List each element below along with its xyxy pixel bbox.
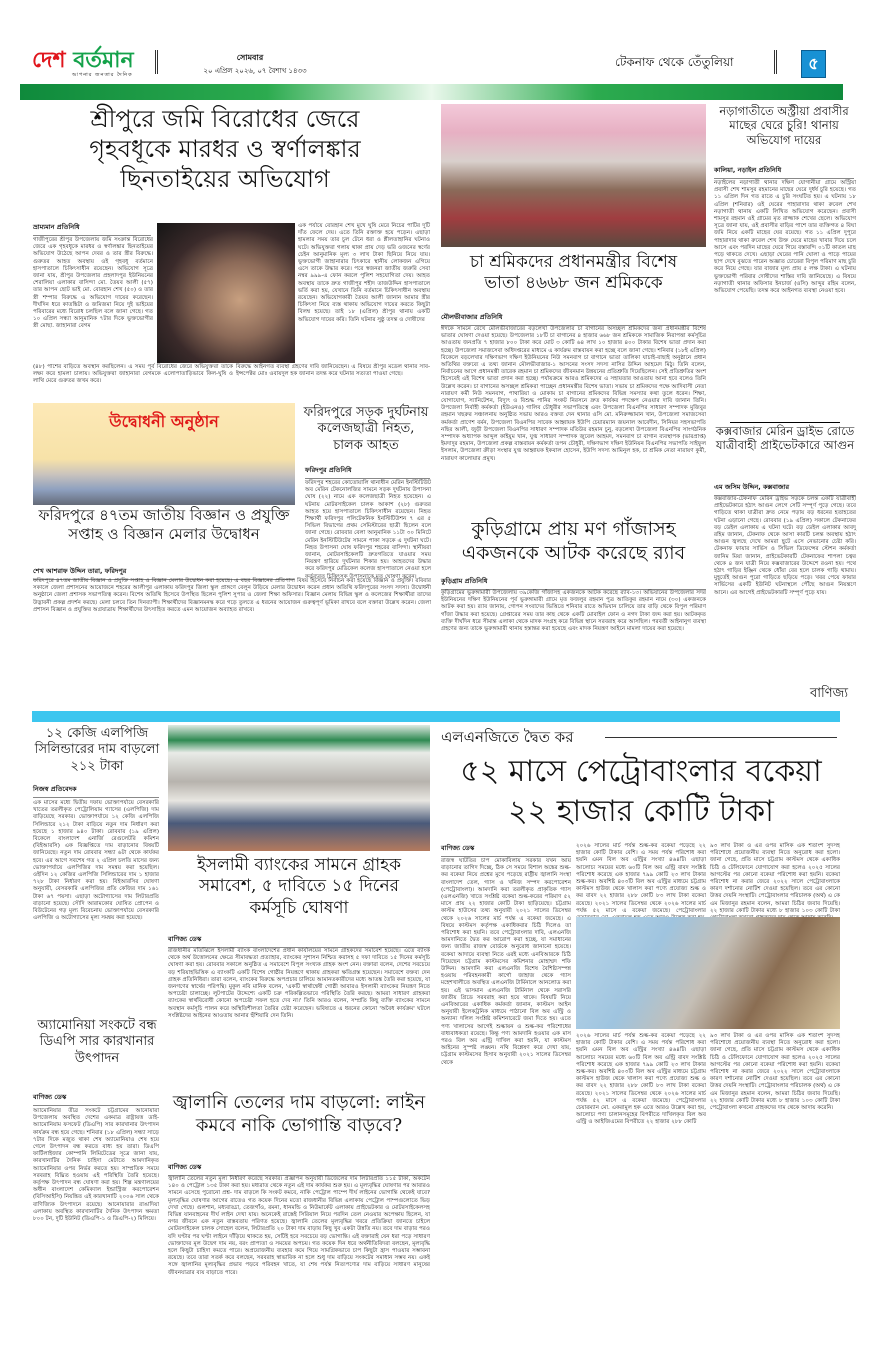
weekday: সোমবার	[236, 53, 264, 62]
slogan: টেকনাফ থেকে তেঁতুলিয়া	[615, 55, 734, 69]
page-number-badge: ৫	[801, 50, 826, 78]
article-body: বিরুদ্ধে আইনগত ব্যবস্থা গ্রহণের দাবি জানিয়েছেন। এ বিষয়ে শ্রীপুর মডেল থানার সাব-ইন্সপেক্টর মোঃ ওবায়দুল হক জানান তদন্ত করে ঘটনার সত্যতা পাওয়া গেছে।	[236, 364, 430, 378]
section-label: বাণিজ্য	[810, 686, 848, 701]
byline: ফরিদপুর প্রতিনিধি	[305, 465, 430, 479]
byline: বাণিজ্য ডেস্ক	[33, 1092, 159, 1106]
article-body: রাজধানীর মতিঝিলে ইসলামী ব্যাংক বাংলাদেশের প্রধান কার্যালয়ের সামনে গ্রাহকদের সমাবেশ হয়েছে। এতে ব্যাংক থেকে অর্থ উত্তোলনের ক্ষেত্রে সীমাবদ্ধতা প্রত্যাহার, ব্যাংকের সুশাসন নিশ্চিত করাসহ ৫ দফা দাবিতে ১৫ দিনের কর্মসূচি ঘোষণা করা হয়। রোববার সকালে অনুষ্ঠিত এ সমাবেশে বিপুল সংখ্যক গ্রাহক অংশ নেন। বক্তারা বলেন, দেশের সবচেয়ে বড় শরিয়াহভিত্তিক এ ব্যাংকটি একটি বিশেষ গোষ্ঠীর নিয়ন্ত্রণে থাকায় গ্রাহকরা ক্ষতিগ্রস্ত হয়েছেন। সমাবেশে বক্তব্য দেন গ্রাহক প্রতিনিধিরা। তারা বলেন, ব্যাংকের বিরুদ্ধে অপপ্রচার চালিয়ে আমানতকারীদের মধ্যে আতঙ্ক তৈরি করা হয়েছে, যা জনগণের স্বার্থের পরিপন্থি। মুকুল নবি মানিক বলেন, 'একটি স্বার্থান্বেষী গোষ্ঠী আবারও ইসলামী ব্যাংকের নিয়ন্ত্রণ নিতে অপচেষ্টা চালাচ্ছে। লুটপাটের উদ্দেশ্যে একটি চক্র পরিকল্পিতভাবে পরিস্থিতি তৈরি করছে। আমরা সাধারণ গ্রাহকরা ব্যাংকের স্বার্থবিরোধী কোনো অপচেষ্টা সফল হতে দেব না।' তিনি আরও বলেন, সম্প্রতি কিছু ব্যক্তি ব্যাংকের সামনে অবস্থান কর্মসূচি পালন করে অস্থিতিশীলতা তৈরির চেষ্টা করেছেন। ভবিষ্যতে এ ধরনের কোনো 'অবৈধ কার্যক্রম' ঘটলে সংশ্লিষ্টদের আইনের আওতায় আনার হুঁশিয়ারি দেন তিনি।	[168, 948, 430, 1019]
headline-tea-workers[interactable]: চা শ্রমিকদের প্রধানমন্ত্রীর বিশেষ ভাতা ৪৬৬৮ জন শ্রমিককে	[469, 252, 678, 294]
article-body: ফরিদপুর শহরের কোতোয়ালি থানাধীন মেরিন ইনস্টিটিউট অব মেরিন টেকনোলজির সামনে সড়ক দুর্ঘটনায় উপাসনা ঘোষ (২২) নামে এক কলেজছাত্রী নিহত হয়েছেন। এ ঘটনায় মোটরসাইকেল চালক আকাশ (২৮) গুরুতর আহত হয়ে হাসপাতালে চিকিৎসাধীন রয়েছেন। নিহত শিক্ষার্থী ফরিদপুর পলিটেকনিক ইনস্টিটিউশন ৭ এর ৫ সিভিল বিভাগের প্রথম সেমিস্টারের ছাত্রী ছিলেন বলে জানা গেছে। রোববার বেলা আনুমানিক ১১টা ৩০ মিনিটে মেরিন ইনস্টিটিউটের সামনে পাকা সড়কে এ দুর্ঘটনা ঘটে। নিহত উপাসনা ঘোষ ফরিদপুর শহরের বাসিন্দা। স্থানীয়রা জানান, মোটরসাইকেলটি দ্রুতগতিতে যাওয়ার সময় নিয়ন্ত্রণ হারিয়ে দুর্ঘটনার শিকার হয়। আহতদের উদ্ধার করে ফরিদপুর মেডিকেল কলেজ হাসপাতালে নেওয়া হলে কর্তব্যরত চিকিৎসক উপাসনাকে মৃত ঘোষণা করেন।	[305, 480, 431, 580]
headline-coxs-bazar[interactable]: কক্সবাজার মেরিন ড্রাইভ রোডে যাত্রীবাহী প্রাইভেটকারে আগুন	[715, 424, 855, 453]
byline: নিজস্ব প্রতিবেদক	[33, 784, 159, 798]
kicker: এলএনজিতে দ্বৈত কর	[441, 728, 574, 746]
byline: বাণিজ্য ডেস্ক	[441, 843, 571, 857]
article-body: ফরিদপুরে ৪৭তম জাতীয় বিজ্ঞান ও প্রযুক্তি সপ্তাহ ও বিজ্ঞান মেলার উদ্বোধন করা হয়েছে। এ বছর বিজ্ঞানের প্রতিপাদ্য বিষয় হিসেবে নির্বাচন করা হয়েছে বিজ্ঞান ও প্রযুক্তি। রবিবার সকালে জেলা প্রশাসনের আয়োজনে শহরের আলীপুর এলাকায় ফরিদপুর জিলা স্কুল প্রাঙ্গণে বেলুন উড়িয়ে মেলার উদ্বোধন করেন প্রধান অতিথি ফরিদপুরের সংসদ সদস্য। উদ্বোধনী অনুষ্ঠানে জেলা প্রশাসক সভাপতিত্ব করেন। বিশেষ অতিথি হিসেবে উপস্থিত ছিলেন পুলিশ সুপার ও জেলা শিক্ষা অফিসার। বিজ্ঞান মেলায় বিভিন্ন স্কুল ও কলেজের শিক্ষার্থীরা তাদের উদ্ভাবনী প্রকল্প প্রদর্শন করছে। মেলা চলবে তিন দিনব্যাপী। শিক্ষার্থীদের বিজ্ঞানমনস্ক করে গড়ে তুলতে এ ধরনের আয়োজন গুরুত্বপূর্ণ ভূমিকা রাখবে বলে বক্তারা উল্লেখ করেন। জেলা প্রশাসন বিজ্ঞান ও প্রযুক্তির অগ্রযাত্রায় শিক্ষার্থীদের উৎসাহিত করতে এমন আয়োজন অব্যাহত রাখবে।	[33, 578, 431, 613]
article-body: কুড়িগ্রামের ভুরুঙ্গামারী উপজেলায় ৩৯কেজি গাঁজাসহ একজনকে আটক করেছে র‍্যাব-১৩। অভিযানের উপজেলার সদর ইউনিয়নের দক্ষিণ ইউনিয়নের পূর্ব ভুরুঙ্গামারী গ্রামে মৃত ফজলুর রহমান পুত্র আতিকুর রহমান নামে (৩০) একজনকে আটক করা হয়। র‍্যাব জানায়, গোপন সংবাদের ভিত্তিতে শনিবার রাতে অভিযান চালিয়ে তার বাড়ি থেকে বিপুল পরিমাণ গাঁজা উদ্ধার করা হয়েছে। গ্রেপ্তারের সময় তার কাছ থেকে একটি মোবাইল ফোন ও নগদ টাকা জব্দ করা হয়। আটককৃত ব্যক্তি দীর্ঘদিন ধরে সীমান্ত এলাকা থেকে মাদক সংগ্রহ করে বিভিন্ন স্থানে সরবরাহ করে আসছিল। পরবর্তী আইনানুগ ব্যবস্থা গ্রহণের জন্য তাকে ভুরুঙ্গামারী থানায় হস্তান্তর করা হয়েছে এবং মাদক নিয়ন্ত্রণ আইনে মামলা দায়ের করা হয়েছে।	[441, 590, 706, 633]
byline: কালিয়া, নড়াইল প্রতিনিধি	[714, 165, 854, 179]
byline: বাণিজ্য ডেস্ক	[168, 1162, 430, 1176]
banner-text: উদ্বোধনী অনুষ্ঠান	[109, 412, 219, 431]
headline-faridpur-accident[interactable]: ফরিদপুরে সড়ক দুর্ঘটনায় কলেজছাত্রী নিহত, চালক আহত	[303, 405, 429, 453]
masthead	[20, 46, 865, 86]
divider	[155, 50, 158, 74]
article-body: (৪৮) পাশের বাড়িতে অবস্থান করছিলেন। এ সময় পূর্ব বিরোধের জেরে অভিযুক্তরা তাকে লক্ষ্য করে হামলা চালায়। অভিযুক্তরা জাহানারা বেগমকে এলোপাতাড়িভাবে কিল-ঘুষি ও লাথি মেরে গুরুতর জখম করে।	[33, 364, 233, 385]
byline: এম জসিম উদ্দিন, কক্সবাজার	[714, 482, 856, 496]
photo-science-fair	[33, 403, 295, 505]
headline-sreepur[interactable]: শ্রীপুরে জমি বিরোধের জেরে গৃহবধূকে মারধর ও স্বর্ণালঙ্কার ছিনতাইয়ের অভিযোগ	[89, 105, 361, 193]
article-body: এক পর্যায়ে বোরহান শেখ মুখে ঘুষি মেরে নিচের পাটির দুটি দাঁত ফেলে দেয়। এতে তিনি রক্তাক্ত হয়ে পড়েন। এছাড়া হামলার সময় তার চুল টেনে ধরা ও শ্লীলতাহানির ঘটনাও ঘটে। অভিযুক্তরা গলায় থাকা প্রায় দেড় ভরি ওজনের স্বর্ণের চেইন আনুমানিক মূল্য ৩ লাখ টাকা ছিনিয়ে নিয়ে যায়। ভুক্তভোগী জাহানারার চিৎকারে স্থানীয় লোকজন এগিয়ে এসে তাকে উদ্ধার করে। পরে স্বজনরা জাতীয় জরুরি সেবা নম্বর ৯৯৯-এ ফোন করলে পুলিশ সহযোগিতা দেয়। আহত অবস্থায় তাকে দ্রুত গাজীপুর শহীদ তাজউদ্দিন হাসপাতালে ভর্তি করা হয়, যেখানে তিনি বর্তমানে চিকিৎসাধীন অবস্থায় রয়েছেন। অভিযোগকারী তৈয়ব আলী জানান আমার স্ত্রীর চিকিৎসা নিয়ে ব্যস্ত থাকায় অভিযোগ দায়ের করতে কিছুটা বিলম্ব হয়েছে। তাই ১৮ (এপ্রিল) শ্রীপুর থানায় একটি অভিযোগ দায়ের করি। তিনি ঘটনার সুষ্ঠু তদন্ত ও দোষীদের	[298, 223, 430, 323]
article-body: অ্যামোনিয়ার তীব্র সংকটে চট্টগ্রামের আনোয়ারা উপজেলায় অবস্থিত দেশের একমাত্র রাষ্ট্রায়ত্ত ডাই-অ্যামোনিয়াম ফসফেট (ডিএপি) সার কারখানার উৎপাদন কার্যক্রম বন্ধ হয়ে গেছে। শনিবার (১৮ এপ্রিল) সন্ধ্যা সাড়ে ৭টার দিকে মজুত থাকা শেষ অ্যামোনিয়াও শেষ হয়ে গেলে উৎপাদন বন্ধ করতে বাধ্য হয় তারা। ডিএপি ফার্টিলাইজার কোম্পানি লিমিটেডের সূত্রে জানা যায়, কারখানাটির দৈনিক চাহিদা মেটাতে আমদানিকৃত অ্যামোনিয়ার ওপর নির্ভর করতে হয়। সাম্প্রতিক সময়ে সরবরাহ বিঘ্নিত হওয়ায় এই পরিস্থিতি তৈরি হয়েছে। কর্তৃপক্ষ উৎপাদন বন্ধ ঘোষণা করা হয়। শিল্প মন্ত্রণালয়ের অধীন বাংলাদেশ কেমিক্যাল ইন্ডাস্ট্রিজ করপোরেশন (বিসিআইসি) নিয়ন্ত্রিত এই কারখানাটি ২০০৬ সাল থেকে বাণিজ্যিক উৎপাদনে রয়েছে। আনোয়ারার রাঙাদিয়া এলাকায় অবস্থিত কারখানাটির দৈনিক উৎপাদন ক্ষমতা ৮০০ টন, দুটি ইউনিট (ডিএপি-১ ও ডিএপি-২) মিলিয়ে।	[33, 1108, 159, 1223]
byline: বাণিজ্য ডেস্ক	[168, 934, 430, 948]
photo-tea-workers	[441, 104, 706, 247]
headline-faridpur-science[interactable]: ফরিদপুরে ৪৭তম জাতীয় বিজ্ঞান ও প্রযুক্তি সপ্তাহ ও বিজ্ঞান মেলার উদ্বোধন	[38, 506, 290, 543]
newspaper-logo[interactable]: দেশ বর্তমান	[32, 47, 134, 73]
photo-bank-rally	[168, 725, 430, 851]
byline: ভ্রাম্যমান প্রতিনিধি	[33, 222, 151, 236]
article-body: ২০২৬ সালের মার্চ পর্যন্ত শুল্ক-কর বকেয়া পড়েছে ২২ হাজার কোটি টাকার বেশি। এ সময় পর্যন্ত পরিশোধ করা হয়নি এমন বিল অব এন্ট্রির সংখ্যা ৪৬৪টি। এছাড়া আলোচ্য সময়ের মধ্যে ৬০টি বিল অব এন্ট্রি বাবদ সংশ্লিষ্ট পরিশোধ করেছে এক হাজার ৭৯৯ কোটি ২৩ লাখ টাকার শুল্ক-কর। অবশিষ্ট ৪০৩টি বিল অব এন্ট্রির মাধ্যমে চট্টগ্রাম কাস্টমস হাউজ থেকে খালাস করা পণ্যে প্রযোজ্য শুল্ক ও কর বাবদ ২২ হাজার ২৮৮ কোটি ৮৩ লাখ টাকা বকেয়া রয়েছে। ২০২১ সালের ডিসেম্বর থেকে ২০২৬ সালের মার্চ পর্যন্ত ৫২ মাসে এ বকেয়া জমেছে। পেট্রোবাংলার চেয়ারম্যান মো. একরামুল হক এতে আরও উল্লেখ করা হয়, আলোচ্য পণ্য চালানসমূহের বিপরীতে দাখিলকৃত বিল অব এন্ট্রি ও আইজিএমের বিপরীতে ২২ হাজার ২৮৮ কোটি	[576, 1033, 706, 1126]
article-body: ৯৩ লাখ টাকা ও এর ওপর মাসিক এক শতাংশ সুদসহ পরিশোধে প্রয়োজনীয় ব্যবস্থা নিতে অনুরোধ করা হলো। জানা গেছে, প্রতি মাসে চট্টগ্রাম কাস্টমস থেকে একাধিক চিঠি ও টেলিফোনে যোগাযোগ করা হলেও ২০২৫ সালের আগস্টের পর কোনো বকেয়া পরিশোধ করা হয়নি। বকেয়া পরিশোধ না করার জেরে ২০২২ সালে পেট্রোবাংলাকে কারণ দর্শানোর নোটিশ দেওয়া হয়েছিল। তবে এর কোনো উত্তর দেয়নি সংস্থাটি। পেট্রোবাংলার পরিচালক (অর্থ) এ কে এম মিজানুর রহমান বলেন, আমরা চিঠির জবাব দিয়েছি। ২২ হাজার কোটি টাকার মধ্যে ৮ হাজার ১০৩ কোটি টাকা পেট্রোবাংলা কখনো গ্রাহকদের দাম থেকে আদায় করেনি।	[710, 1033, 840, 1112]
article-body: ৯৩ লাখ টাকা ও এর ওপর মাসিক এক শতাংশ সুদসহ পরিশোধে প্রয়োজনীয় ব্যবস্থা নিতে অনুরোধ করা হলো। জানা গেছে, প্রতি মাসে চট্টগ্রাম কাস্টমস থেকে একাধিক চিঠি ও টেলিফোনে যোগাযোগ করা হলেও ২০২৫ সালের আগস্টের পর কোনো বকেয়া পরিশোধ করা হয়নি। বকেয়া পরিশোধ না করার জেরে ২০২২ সালে পেট্রোবাংলাকে কারণ দর্শানোর নোটিশ দেওয়া হয়েছিল। তবে এর কোনো উত্তর দেয়নি সংস্থাটি। পেট্রোবাংলার পরিচালক (অর্থ) এ কে এম মিজানুর রহমান বলেন, আমরা চিঠির জবাব দিয়েছি। ২২ হাজার কোটি টাকার মধ্যে ৮ হাজার ১০৩ কোটি টাকা	[710, 843, 840, 914]
headline-petrobangla[interactable]: ৫২ মাসে পেট্রোবাংলার বকেয়া ২২ হাজার কোটি টাকা	[460, 754, 822, 829]
headline-lpg[interactable]: ১২ কেজি এলপিজি সিলিন্ডারের দাম বাড়লো ২১২ টাকা	[34, 726, 160, 774]
headline-narail[interactable]: নড়াগাতীতে অস্ট্রীয়া প্রবাসীর মাছের ঘেরে চুরি! থানায় অভিযোগ দায়ের	[719, 104, 849, 147]
headline-kurigram[interactable]: কুড়িগ্রামে প্রায় মণ গাঁজাসহ একজনকে আটক করেছে র‍্যাব	[461, 518, 686, 564]
article-body: নড়াইলের নড়াগাতী থানার দক্ষিণ যোগানীয়া গ্রামে অস্ট্রিয়া প্রবাসী শেখ শামসুর রহমানের মাছের ঘেরে দুর্ধর্ষ চুরি হয়েছে। গত ১১ এপ্রিল দিন গত রাতে এ চুরি সংঘটিত হয়। এ ঘটনায় ১৮ এপ্রিল (শনিবার) ওই ঘেরের পাহারাদার থাকা রুবেল শেখ নড়াগাতী থানায় একটি লিখিত অভিযোগ করেছেন। প্রবাসী শামসুর রহমান ওই গ্রামের মৃত রাজ্জাক শেখের ছেলে। অভিযোগ সূত্রে জানা যায়, ওই প্রবাসীর বাড়ির পাশে তার ব্যক্তিগত ৪ বিঘা জমি নিয়ে একটি মাছের ঘের রয়েছে। গত ১১ এপ্রিল দুপুরে পাহারাদার থাকা রুবেল শেখ উক্ত ঘেরে মাছের খাবার দিয়ে চলে আসে এবং পরদিন মাছের ঘেরে গিয়ে বস্তাবন্দি ০১টি কাতল মাছ পড়ে থাকতে দেখে। এছাড়া ঘেরের পানি ঘোলা ও পাড়ে পায়ের ছাপ দেখে বুঝতে পারেন অজ্ঞাত চোরেরা বিপুল পরিমাণ মাছ চুরি করে নিয়ে গেছে। যার বাজার মূল্য প্রায় ৫ লক্ষ টাকা। এ ঘটনায় ভুক্তভোগী পরিবার দোষীদের শাস্তির দাবি জানিয়েছে। এ বিষয়ে নড়াগাতী থানার অফিসার ইনচার্জ (ওসি) আব্দুর রহিম বলেন, অভিযোগ পেয়েছি। তদন্ত করে আইনগত ব্যবস্থা নেওয়া হবে।	[714, 180, 856, 295]
divider	[730, 422, 840, 423]
byline: কুড়িগ্রাম প্রতিনিধি	[441, 576, 706, 590]
header-band	[20, 84, 843, 100]
divider	[774, 50, 777, 74]
article-body: এক মাসের মধ্যে দ্বিতীয় দফায় ভোক্তাপর্যায়ে বেসরকারি খাতের তরলীকৃত পেট্রোলিয়াম গ্যাসের (এলপিজি) দাম বাড়িয়েছে সরকার। ভোক্তাপর্যায়ে ১২ কেজি এলপিজি সিলিন্ডারে ২১২ টাকা বাড়িয়ে নতুন দাম নির্ধারণ করা হয়েছে ১ হাজার ৯৪০ টাকা। রোববার (১৯ এপ্রিল) বিকেলে বাংলাদেশ এনার্জি রেগুলেটরি কমিশন (বিইআরসি) এক বিজ্ঞপ্তিতে দাম বাড়ানোর বিষয়টি জানিয়েছে। নতুন দাম রোববার সন্ধ্যা ৬টা থেকে কার্যকর হবে। এর আগে সবশেষ গত ২ এপ্রিল চলতি মাসের জন্য ভোক্তাপর্যায়ে এলপিজির দাম সমন্বয় করা হয়েছিল। ওইদিন ১২ কেজির এলপিজি সিলিন্ডারের দাম ১ হাজার ৭২৮ টাকা নির্ধারণ করা হয়। বিইআরসির ঘোষণা অনুযায়ী, বেসরকারি এলপিজির প্রতি কেজির দাম ১৬১ টাকা ৬৭ পয়সা। এছাড়া অটোগ্যাসের দাম লিটারপ্রতি বাড়ানো হয়েছে। সৌদি আরামকোর ঘোষিত প্রোপেন ও বিউটেনের গড় মূল্য বিবেচনায় ভোক্তাপর্যায়ে বেসরকারি এলপিজি ও অটোগ্যাসের মূল্য সমন্বয় করা হয়েছে।	[33, 800, 159, 922]
byline: শেখ আশরাফ উদ্দিন তারা, ফরিদপুর	[33, 566, 295, 580]
headline-islami-bank[interactable]: ইসলামী ব্যাংকের সামনে গ্রাহক সমাবেশ, ৫ দাবিতে ১৫ দিনের কর্মসূচি ঘোষণা	[197, 855, 401, 918]
byline: মৌলভীবাজার প্রতিনিধি	[441, 312, 706, 326]
article-body: গাজীপুরের শ্রীপুর উপজেলায় জমি সংক্রান্ত বিরোধের জেরে এক গৃহবধূকে মারধর ও স্বর্ণালঙ্কার ছিনতাইয়ের অভিযোগ উঠেছে আপন দেবর ও তার স্ত্রীর বিরুদ্ধে। গুরুতর আহত অবস্থায় ওই গৃহবধূ বর্তমানে হাসপাতালে চিকিৎসাধীন রয়েছেন। অভিযোগ সূত্রে জানা যায়, শ্রীপুর উপজেলার প্রহলাদপুর ইউনিয়নের শেরালিয়া এলাকার বাসিন্দা মো. তৈয়ব আলী (৫৭) তার আপন ছোট ভাই মো. বোরহান শেখ (৫০) ও তার স্ত্রী শম্পার বিরুদ্ধে এ অভিযোগ দায়ের করেছেন। দীর্ঘদিন ধরে কাতঙ্কিটা ও জমিজমা নিয়ে দুই ভাইয়ের পরিবারের মধ্যে বিরোধ চলছিল বলে জানা গেছে। গত ১০ এপ্রিল সন্ধ্যা আনুমানিক ৭টার দিকে ভুক্তভোগীর স্ত্রী মোছা. জাহানারা বেগম	[33, 237, 153, 330]
article-body: ২০২৬ সালের মার্চ পর্যন্ত শুল্ক-কর বকেয়া পড়েছে ২২ হাজার কোটি টাকার বেশি। এ সময় পর্যন্ত পরিশোধ করা হয়নি এমন বিল অব এন্ট্রির সংখ্যা ৪৬৪টি। এছাড়া আলোচ্য সময়ের মধ্যে ৬০টি বিল অব এন্ট্রি বাবদ সংশ্লিষ্ট পরিশোধ করেছে এক হাজার ৭৯৯ কোটি ২৩ লাখ টাকার শুল্ক-কর। অবশিষ্ট ৪০৩টি বিল অব এন্ট্রির মাধ্যমে চট্টগ্রাম কাস্টমস হাউজ থেকে খালাস করা পণ্যে প্রযোজ্য শুল্ক ও কর বাবদ ২২ হাজার ২৮৮ কোটি ৮৩ লাখ টাকা বকেয়া রয়েছে। ২০২১ সালের ডিসেম্বর থেকে ২০২৬ সালের মার্চ পর্যন্ত ৫২ মাসে এ বকেয়া জমেছে। পেট্রোবাংলার	[576, 843, 706, 914]
publication-date: ২০ এপ্রিল ২০২৬, ০৭ বৈশাখ ১৪৩৩	[203, 67, 307, 75]
photo-lng-port	[576, 917, 840, 1029]
article-body: জ্বালানি তেলের নতুন মূল্য নির্ধারণ করেছে সরকার। প্রজ্ঞাপন অনুযায়ী ডিজেলের দাম লিটারপ্রতি ১১৫ টাকা, অকটেন ১৪০ ও পেট্রোল ১৩৫ টাকা করা হয়। মধ্যরাত থেকে নতুন এই দাম কার্যকর শুরু হয়। এ মূল্যবৃদ্ধির ঘোষণার পর আবারও সামনে এসেছে পুরোনো প্রশ্ন- দাম বাড়লে কি সংকট কমবে, নাকি পেট্রোল পাম্পে দীর্ঘ লাইনের ভোগান্তি থেকেই যাবে? মূল্যবৃদ্ধির ঘোষণার আগের রাতেও গত কয়েক দিনের মতো রাজধানীর বিভিন্ন এলাকায় পেট্রোল পাম্পগুলোতে ভিড় দেখা গেছে। গুলশান, মধ্যবাড্ডা, তেজগাঁও, রমনা, ধানমন্ডি ও নিউমার্কেট এলাকায় প্রাইভেটকার ও মোটরসাইকেলসহ বিভিন্ন যানবাহনের দীর্ঘ লাইন দেখা যায়। অনেকেই রাস্তেই সিরিয়াল নিয়ে পরদিন তেল নেওয়ার অপেক্ষায় ছিলেন, যা নগর জীবনে এক নতুন বাস্তবতায় পরিণত হয়েছে। জ্বালানি তেলের মূল্যবৃদ্ধির খবরে প্রতিক্রিয়া জানতে চাইলে মোটরসাইকেল চালক সোহেল বলেন, লিটারপ্রতি ২০ টাকা দাম বাড়ায় কিছু খুব একটা উন্নতি নয়। তবে দাম বাড়ার পরও যদি ঘণ্টার পর ঘণ্টা লাইনে দাঁড়িয়ে থাকতে হয়, সেটিই হবে সবচেয়ে বড় ভোগান্তি। এই বক্তারাই যেন ধরা পড়ে সাধারণ ভোক্তাদের মূল উদ্বেগ দাম নয়, বরং প্রাপ্যতা ও সময়ের অপচয়। গত কয়েক দিন ধরে অর্থনীতিবিদরা বলছেন, মূল্যবৃদ্ধি হলে কিছুটা চাহিদা কমতে পারে। অপ্রয়োজনীয় ব্যবহার কমে গিয়ে সামগ্রিকভাবে চাপ কিছুটা হ্রাস পাওয়ার সম্ভাবনা রয়েছে। তবে তারা সতর্ক করে বলছেন, সরবরাহ স্বাভাবিক না হলে শুধু দাম বাড়িয়ে সংকটের সমাধান সম্ভব নয়। একই সঙ্গে জ্বালানির মূল্যবৃদ্ধির প্রভাব পড়বে পরিবহন খাতে, যা শেষ পর্যন্ত নিত্যপণ্যের দাম বাড়িয়ে সাধারণ মানুষের জীবনযাত্রার ব্যয় বাড়াতে পারে।	[168, 1176, 430, 1276]
article-body: রাজস্ব ঘাটতির চাপ মোকাবিলায় সরকার যখন আয় বাড়ানোর তাগিদ দিচ্ছে, ঠিক সে সময়ে বিশাল অঙ্কের শুল্ক-কর বকেয়া নিয়ে প্রশ্নের মুখে পড়েছে রাষ্ট্রীয় জ্বালানি সংস্থা বাংলাদেশ তেল, গ্যাস ও খনিজ সম্পদ করপোরেশন (পেট্রোবাংলা)। আমদানি করা তরলীকৃত প্রাকৃতিক গ্যাস (এলএনজি) খাতে সংশ্লিষ্ট বকেয়া শুল্ক-করের পরিমাণ ৫২ মাসে প্রায় ২২ হাজার কোটি টাকা ছাড়িয়েছে। চট্টগ্রাম কাস্টম হাউসের তথ্য অনুযায়ী ২০২১ সালের ডিসেম্বর থেকে ২০২৬ সালের মার্চ পর্যন্ত এ বকেয়া জমেছে। এ বিষয়ে কাস্টমস কর্তৃপক্ষ একাধিকবার চিঠি দিলেও তা পরিশোধ করা হয়নি। তবে পেট্রোবাংলার দাবি, এলএনজি আমদানিতে দ্বৈত কর আরোপ করা হচ্ছে, যা সমাধানের জন্য জাতীয় রাজস্ব বোর্ডকে অনুরোধ জানানো হয়েছে। বকেয়া আদায়ে ব্যবস্থা নিতে এরই মধ্যে এনবিআরকে চিঠি দিয়েছেন চট্টগ্রাম কাস্টমসের কমিশনার মোহাম্মদ শফি উদ্দিন। আমদানি করা এলএনজি বিশেষ বৈশিষ্ট্যসম্পন্ন হওয়ায় পরিবহনকারী কার্গো জাহাজ থেকে গ্যাস মহেশখালীতে অবস্থিত এলএনজি টার্মিনালে আনলোড করা হয়। এই ভাসমান এলএনজি টার্মিনাল থেকে সরাসরি জাতীয় গ্রিডে সরবরাহ করা হয়ে থাকে। বিষয়টি নিয়ে এনবিআরের একাধিক কর্মকর্তা জানান, কাস্টমস আইন অনুযায়ী ইলেকট্রনিক মাধ্যমে পাঠানো বিল অব এন্ট্রি ও অন্যান্য দলিল সংশ্লিষ্ট কমিশনারেটে জমা দিতে হয়। এতে পণ্য খালাসের আগেই শুল্কায়ন ও শুল্ক-কর পরিশোধের বাধ্যবাধকতা রয়েছে। কিন্তু পণ্য আমদানি হওয়ার এক মাস পরও বিল অব এন্ট্রি দাখিল করা হয়নি, যা কাস্টমস আইনের সুস্পষ্ট লঙ্ঘন। নথি বিশ্লেষণ করে দেখা যায়, চট্টগ্রাম কাস্টমসের হিসাব অনুযায়ী ২০২১ সালের ডিসেম্বর থেকে	[441, 858, 571, 1066]
divider	[605, 737, 837, 738]
headline-ammonia[interactable]: অ্যামোনিয়া সংকটে বন্ধ ডিএপি সার কারখানার উৎপাদন	[37, 1018, 157, 1066]
headline-fuel[interactable]: জ্বালানি তেলের দাম বাড়লো: লাইন কমবে নাকি ভোগান্তি বাড়বে?	[172, 1092, 426, 1136]
section-divider-bar	[32, 711, 840, 722]
logo-tagline: আপনার জনতার দৈনিক	[72, 72, 133, 78]
article-body: কক্সবাজার-টেকনাফ মেরিন ড্রাইভ সড়কে চলন্ত একটি যাত্রীবাহী প্রাইভেটকারে হঠাৎ আগুন লেগে সেটি সম্পূর্ণ পুড়ে গেছে। তবে গাড়িতে থাকা যাত্রীরা দ্রুত নেমে পড়ায় বড় ধরনের হতাহতের ঘটনা এড়ানো গেছে। রোববার (১৯ এপ্রিল) সকালে টেকনাফের বড় ডেইল এলাকায় এ ঘটনা ঘটে। বড় ডেইল এলাকার আবদু রহিম জানান, টেকনাফ থেকে আসা কারটি চলন্ত অবস্থায় হঠাৎ আগুন জ্বলছে দেখে আমরা ছুটে এসে নেভানোর চেষ্টা করি। টেকনাফ ফায়ার সার্ভিস ও সিভিল ডিফেন্সের স্টেশন কর্মকর্তা জানিম মিয়া জানান, প্রাইভেটকারটি টেকনাফের শাপলা চত্বর থেকে ৪ জন যাত্রী নিয়ে কক্সবাজারের উদ্দেশে রওনা হয়। পথে হঠাৎ গাড়ির ইঞ্জিন থেকে ধোঁয়া বের হলে চালক গাড়ি থামায়। মুহূর্তেই আগুন পুরো গাড়িতে ছড়িয়ে পড়ে। খবর পেয়ে ফায়ার সার্ভিসের একটি ইউনিট ঘটনাস্থলে পৌঁছে আগুন নিয়ন্ত্রণে আনে। এর আগেই প্রাইভেটকারটি সম্পূর্ণ পুড়ে যায়।	[714, 496, 856, 596]
article-body: ঈদকে সামনে রেখে মৌলভীবাজারের বড়লেখা উপজেলার চা বাগানের অসচ্ছল শ্রমিকদের জন্য প্রধানমন্ত্রীর বিশেষ ভাতার ঘোষণা দেওয়া হয়েছে। উপজেলার ১৮টি চা বাগানের ৪ হাজার ৬৬৮ জন শ্রমিককে সামাজিক নিরাপত্তা কর্মসূচির আওতায় জনপ্রতি ৭ হাজার ৮০০ টাকা করে মোট ৩ কোটি ৬৪ লাখ ১০ হাজার ৪০০ টাকার বিশেষ ভাতা প্রদান করা হচ্ছে। উপজেলা সমাজসেবা অধিদপ্তরের মাধ্যমে এ কার্যক্রম বাস্তবায়ন করা হচ্ছে বলে জানা গেছে। শনিবার (১৮ই এপ্রিল) বিকেলে বড়লেখার দক্ষিণভাগ দক্ষিণ ইউনিয়নের নিউ সমনবাগ চা বাগানে ভাতা তালিকা যাচাই-বাছাই অনুষ্ঠানে প্রধান অতিথির বক্তব্যে এ তথ্য জানান মৌলভীবাজার-১ আসনের সংসদ সদস্য নাসির উদ্দিন আহমেদ মিঠু। তিনি বলেন, নির্বাচনের আগে প্রধানমন্ত্রী তারেক রহমান চা শ্রমিকদের জীবনমান উন্নয়নের প্রতিশ্রুতি দিয়েছিলেন। সেই প্রতিশ্রুতির অংশ হিসেবেই এই বিশেষ ভাতা প্রদান করা হচ্ছে। পর্যায়ক্রমে আরও শ্রমিকদের এ সহায়তার আওতায় আনা হবে বলেও তিনি উল্লেখ করেন। চা বাগানের অসচ্ছল শ্রমিকরা পাচ্ছেন প্রধানমন্ত্রীর বিশেষ ভাতা। সভায় চা শ্রমিকদের পক্ষে আদিবাসী নেতা নারায়ণ কর্মী নিউ সমনবাগ, পাথারিয়া ও মোকাম চা বাগানের শ্রমিকদের বিভিন্ন সমস্যার কথা তুলে ধরেন। শিক্ষা, যোগাযোগ, স্যানিটেশন, বিদ্যুৎ ও বিশুদ্ধ পানির সংকট নিরসনে দ্রুত কার্যকর পদক্ষেপ নেওয়ার দাবি জানান তিনি। উপজেলা নির্বাহী কর্মকর্তা (ইউএনও) গালিব চৌধুরীর সভাপতিত্বে এবং উপজেলা বিএনপির সাধারণ সম্পাদক মুজিবুর রহমান খছরুর সঞ্চালনায় অনুষ্ঠিত সভায় আরও বক্তব্য দেন থানার ওসি মো. মনিরুজ্জামান খান, উপজেলা সমাজসেবা কর্মকর্তা প্রাণেশ বর্মন, উপজেলা বিএনপির সাবেক আহ্বায়ক ইউপি চেয়ারম্যান জয়নাল আবেদীন, সিনিয়র সহসভাপতি নছির আলী, জুড়ী উপজেলা বিএনপির সাধারণ সম্পাদক মতিউর রহমান চুনু, বড়লেখা উপজেলা বিএনপির সাংগঠনিক সম্পাদক অধ্যাপক আব্দুল কাইয়ুম খান, যুগ্ম সাধারণ সম্পাদক জুবেল আহমদ, সমনবাগ চা বাগান ব্যবস্থাপক (ভারপ্রাপ্ত) ইমদাদুর রহমান, উপজেলা প্রকল্প বাস্তবায়ন কর্মকর্তা তপন চৌধুরী, দক্ষিণভাগ দক্ষিণ ইউনিয়ন বিএনপির সভাপতি সাইফুল ইসলাম, উপজেলা ক্রীড়া সংস্থার যুগ্ম আহ্বায়ক ইকবাল হোসেন, ইউপি সদস্য আমিনুল হক, চা শ্রমিক নেতা নারায়ণ কুর্মী, নারায়ণ কালোয়ার প্রমুখ।	[441, 326, 707, 462]
photo-injured-woman	[157, 223, 295, 363]
